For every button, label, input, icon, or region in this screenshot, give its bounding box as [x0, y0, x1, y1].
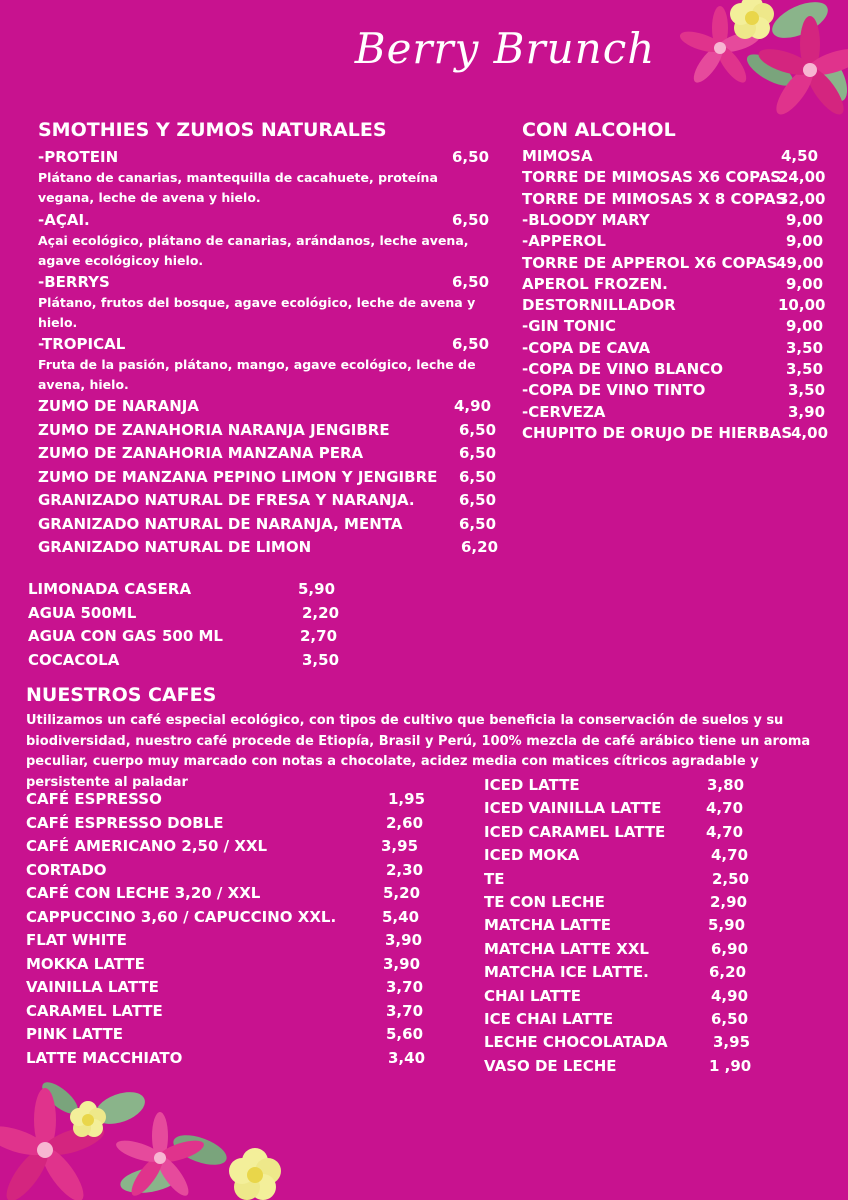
item-name: VAINILLA LATTE: [26, 978, 159, 996]
cafe-item: [26, 1024, 424, 1044]
item-price: 2,50: [712, 869, 750, 888]
cafe-item: [26, 1048, 426, 1068]
item-name: MATCHA ICE LATTE.: [484, 963, 649, 982]
cafe-item: [484, 845, 749, 865]
item-price: 6,20: [709, 963, 747, 982]
item-price: 4,70: [711, 846, 749, 865]
smoothie-item: [38, 147, 490, 167]
item-name: CAFÉ CON LECHE 3,20 / XXL: [26, 884, 261, 902]
item-name: ICED VAINILLA LATTE: [484, 799, 662, 818]
item-name: -COPA DE VINO BLANCO: [522, 360, 723, 378]
item-name: FLAT WHITE: [26, 931, 127, 949]
item-name: -GIN TONIC: [522, 317, 617, 336]
item-description: Fruta de la pasión, plátano, mango, agave ecológico, leche de avena, hielo.: [38, 357, 476, 392]
item-name: MATCHA LATTE XXL: [484, 939, 649, 958]
alcohol-heading: CON ALCOHOL: [522, 119, 676, 141]
item-name: APEROL FROZEN.: [522, 274, 668, 293]
item-name: CAFÉ ESPRESSO: [26, 790, 162, 808]
item-price: 6,50: [452, 148, 490, 166]
alcohol-item: [522, 316, 824, 336]
item-price: 49,00: [776, 253, 824, 272]
cafe-item: [484, 775, 745, 795]
item-name: -PROTEIN: [38, 148, 119, 166]
item-price: 4,90: [454, 397, 492, 415]
item-price: 6,50: [459, 514, 497, 533]
item-name: MATCHA LATTE: [484, 916, 612, 935]
cafe-item: [26, 883, 421, 903]
item-price: 4,90: [711, 986, 749, 1005]
item-price: 3,70: [386, 1001, 424, 1020]
alcohol-item: [522, 253, 824, 273]
juice-item: [38, 490, 497, 510]
item-price: 6,50: [459, 467, 497, 486]
item-price: 4,50: [781, 147, 819, 165]
alcohol-item: [522, 402, 826, 422]
juice-item: [38, 537, 499, 557]
item-name: VASO DE LECHE: [484, 1056, 617, 1075]
item-name: ICED CARAMEL LATTE: [484, 822, 666, 841]
item-price: 3,40: [388, 1048, 426, 1067]
item-price: 6,20: [461, 538, 499, 556]
item-name: -COPA DE CAVA: [522, 338, 651, 357]
item-price: 1 ,90: [709, 1056, 752, 1075]
item-price: 32,00: [778, 189, 826, 208]
alcohol-item: [522, 167, 826, 187]
item-name: TORRE DE MIMOSAS X 8 COPAS: [522, 189, 787, 208]
cafe-item: [484, 869, 750, 889]
cafe-item: [26, 907, 420, 927]
item-price: 9,00: [786, 210, 824, 229]
drink-item: [28, 579, 336, 599]
item-price: 2,90: [710, 893, 748, 911]
item-price: 4,70: [706, 822, 744, 841]
item-price: 3,95: [381, 837, 419, 855]
item-name: TORRE DE APPEROL X6 COPAS: [522, 253, 778, 272]
item-name: ZUMO DE NARANJA: [38, 397, 199, 415]
item-name: GRANIZADO NATURAL DE NARANJA, MENTA: [38, 514, 403, 533]
smoothie-item: [38, 334, 490, 354]
item-price: 3,90: [385, 931, 423, 949]
item-price: 9,00: [786, 232, 824, 251]
cafe-item: [26, 836, 419, 856]
item-description: Plátano, frutos del bosque, agave ecológico, leche de avena y hielo.: [38, 295, 476, 330]
item-name: PINK LATTE: [26, 1025, 124, 1043]
item-name: LIMONADA CASERA: [28, 580, 192, 598]
item-price: 3,50: [786, 338, 824, 357]
item-price: 6,50: [452, 211, 490, 229]
item-price: 5,90: [708, 916, 746, 935]
item-name: TORRE DE MIMOSAS X6 COPAS: [522, 168, 782, 187]
cafe-item: [26, 1001, 424, 1021]
juice-item: [38, 420, 497, 440]
item-name: GRANIZADO NATURAL DE LIMON: [38, 538, 312, 556]
alcohol-item: [522, 146, 819, 166]
item-name: CHUPITO DE ORUJO DE HIERBAS: [522, 423, 793, 442]
flower-bottom-left-icon: [0, 1080, 300, 1200]
cafe-item: [484, 822, 744, 842]
juice-item: [38, 396, 492, 416]
juice-item: [38, 443, 497, 463]
item-price: 5,40: [382, 907, 420, 926]
alcohol-item: [522, 274, 824, 294]
item-price: 5,20: [383, 884, 421, 902]
alcohol-item: [522, 189, 826, 209]
item-name: MOKKA LATTE: [26, 954, 145, 973]
item-price: 4,00: [791, 423, 829, 442]
cafe-item: [484, 1056, 752, 1076]
alcohol-item: [522, 359, 824, 379]
cafe-item: [484, 939, 749, 959]
juice-item: [38, 514, 497, 534]
item-price: 6,50: [459, 444, 497, 462]
item-name: CAFÉ ESPRESSO DOBLE: [26, 813, 224, 832]
alcohol-item: [522, 380, 826, 400]
cafes-description: Utilizamos un café especial ecológico, con tipos de cultivo que beneficia la conservación de suelos y su biodiversidad, nuestro café procede de Etiopía, Brasil y Perú, 100% mezcla de café arábico tiene un aroma peculiar, cuerpo muy marcado con notas a chocolate, acidez media con matices cítricos agradable y persistente al paladar: [26, 713, 811, 790]
item-name: CAPPUCCINO 3,60 / CAPUCCINO XXL.: [26, 907, 337, 926]
smoothie-item: [38, 210, 490, 230]
cafes-heading: NUESTROS CAFES: [26, 684, 217, 706]
item-price: 6,90: [711, 939, 749, 958]
item-name: MIMOSA: [522, 147, 593, 165]
cafe-item: [484, 962, 747, 982]
item-price: 3,80: [707, 776, 745, 794]
item-name: CARAMEL LATTE: [26, 1001, 163, 1020]
smoothies-heading: SMOTHIES Y ZUMOS NATURALES: [38, 119, 387, 141]
item-name: ICE CHAI LATTE: [484, 1010, 614, 1028]
item-description: Plátano de canarias, mantequilla de cacahuete, proteína vegana, leche de avena y hielo.: [38, 170, 438, 205]
item-price: 6,50: [452, 273, 490, 291]
alcohol-item: [522, 231, 824, 251]
smoothie-item: [38, 272, 490, 292]
item-price: 3,95: [713, 1033, 751, 1052]
item-price: 9,00: [786, 317, 824, 336]
cafe-item: [26, 860, 424, 880]
item-name: COCACOLA: [28, 650, 120, 669]
item-name: ICED MOKA: [484, 846, 580, 865]
item-name: CAFÉ AMERICANO 2,50 / XXL: [26, 837, 268, 855]
cafe-item: [26, 789, 426, 809]
item-name: -TROPICAL: [38, 335, 126, 353]
alcohol-item: [522, 423, 829, 443]
item-price: 3,70: [386, 978, 424, 996]
item-price: 2,60: [386, 813, 424, 832]
item-price: 6,50: [459, 420, 497, 439]
item-name: AGUA 500ML: [28, 603, 137, 622]
drink-item: [28, 626, 338, 646]
item-name: CHAI LATTE: [484, 986, 582, 1005]
flower-top-right-icon: [650, 0, 848, 120]
item-price: 1,95: [388, 790, 426, 808]
item-name: -CERVEZA: [522, 402, 606, 421]
cafe-item: [26, 954, 421, 974]
item-price: 2,70: [300, 627, 338, 645]
item-name: TE CON LECHE: [484, 893, 605, 911]
cafe-item: [26, 977, 424, 997]
cafe-item: [484, 915, 746, 935]
drink-item: [28, 650, 340, 670]
item-price: 3,50: [788, 381, 826, 400]
item-price: 3,90: [383, 954, 421, 973]
item-price: 4,70: [706, 799, 744, 818]
item-price: 24,00: [778, 168, 826, 187]
cafe-item: [26, 930, 423, 950]
item-price: 9,00: [786, 274, 824, 293]
item-name: ICED LATTE: [484, 776, 580, 794]
cafe-item: [484, 798, 744, 818]
alcohol-item: [522, 338, 824, 358]
item-name: GRANIZADO NATURAL DE FRESA Y NARANJA.: [38, 491, 415, 509]
cafe-item: [484, 892, 748, 912]
item-name: -BLOODY MARY: [522, 210, 650, 229]
item-name: DESTORNILLADOR: [522, 296, 676, 315]
alcohol-item: [522, 295, 826, 315]
item-name: ZUMO DE MANZANA PEPINO LIMON Y JENGIBRE: [38, 467, 438, 486]
item-price: 2,20: [302, 603, 340, 622]
item-price: 3,50: [786, 360, 824, 378]
page-title: Berry Brunch: [354, 24, 656, 73]
item-name: -COPA DE VINO TINTO: [522, 381, 706, 400]
juice-item: [38, 467, 497, 487]
item-name: LATTE MACCHIATO: [26, 1048, 183, 1067]
item-price: 2,30: [386, 860, 424, 879]
item-name: -AÇAI.: [38, 211, 90, 229]
item-price: 6,50: [459, 491, 497, 509]
item-name: -APPEROL: [522, 232, 606, 251]
item-name: -BERRYS: [38, 273, 110, 291]
drink-item: [28, 603, 340, 623]
cafe-item: [484, 1009, 749, 1029]
item-name: TE: [484, 869, 505, 888]
item-price: 3,90: [788, 402, 826, 421]
item-name: LECHE CHOCOLATADA: [484, 1033, 668, 1052]
item-name: AGUA CON GAS 500 ML: [28, 627, 223, 645]
item-price: 5,90: [298, 580, 336, 598]
item-name: ZUMO DE ZANAHORIA MANZANA PERA: [38, 444, 364, 462]
cafe-item: [26, 813, 424, 833]
item-price: 3,50: [302, 650, 340, 669]
cafe-item: [484, 986, 749, 1006]
item-name: ZUMO DE ZANAHORIA NARANJA JENGIBRE: [38, 420, 390, 439]
item-price: 6,50: [711, 1010, 749, 1028]
cafe-item: [484, 1032, 751, 1052]
item-price: 6,50: [452, 335, 490, 353]
item-description: Açai ecológico, plátano de canarias, arándanos, leche avena, agave ecológicoy hielo.: [38, 233, 469, 268]
item-price: 10,00: [778, 296, 826, 315]
item-name: CORTADO: [26, 860, 107, 879]
item-price: 5,60: [386, 1025, 424, 1043]
alcohol-item: [522, 210, 824, 230]
